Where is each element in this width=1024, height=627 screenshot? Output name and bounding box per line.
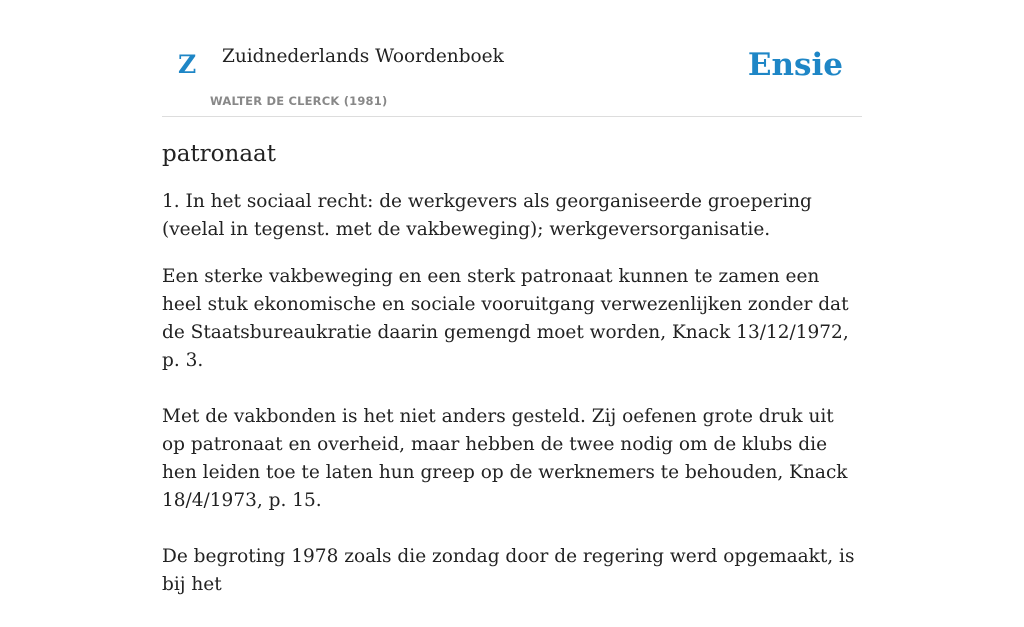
entry-definition: 1. In het sociaal recht: de werkgevers als georganiseerde groepering (veelal in tegenst. met de vakbeweging); werkgeversorganisatie. bbox=[162, 191, 812, 240]
dictionary-author: WALTER DE CLERCK (1981) bbox=[210, 94, 388, 108]
ensie-logo-link[interactable]: Ensie bbox=[747, 47, 843, 83]
dictionary-header bbox=[162, 0, 862, 117]
dictionary-title-link[interactable]: Zuidnederlands Woordenboek bbox=[222, 46, 504, 67]
dictionary-z-icon[interactable]: Z bbox=[178, 50, 197, 79]
entry-quote: Een sterke vakbeweging en een sterk patronaat kunnen te zamen een heel stuk ekonomische en sociale vooruitgang verwezenlijken zonder dat de Staatsbureaukratie daarin gemengd moet worden, Knack 13/12/1972, p. 3. bbox=[162, 266, 849, 371]
entry-quote: Met de vakbonden is het niet anders gesteld. Zij oefenen grote druk uit op patronaat en overheid, maar hebben de twee nodig om de klubs die hen leiden toe te laten hun greep op de werknemers te behouden, Knack 18/4/1973, p. 15. bbox=[162, 406, 848, 511]
entry-content bbox=[162, 138, 862, 627]
entry-quote: De begroting 1978 zoals die zondag door de regering werd opgemaakt, is bij het bbox=[162, 546, 855, 595]
entry-title: patronaat bbox=[162, 141, 277, 167]
